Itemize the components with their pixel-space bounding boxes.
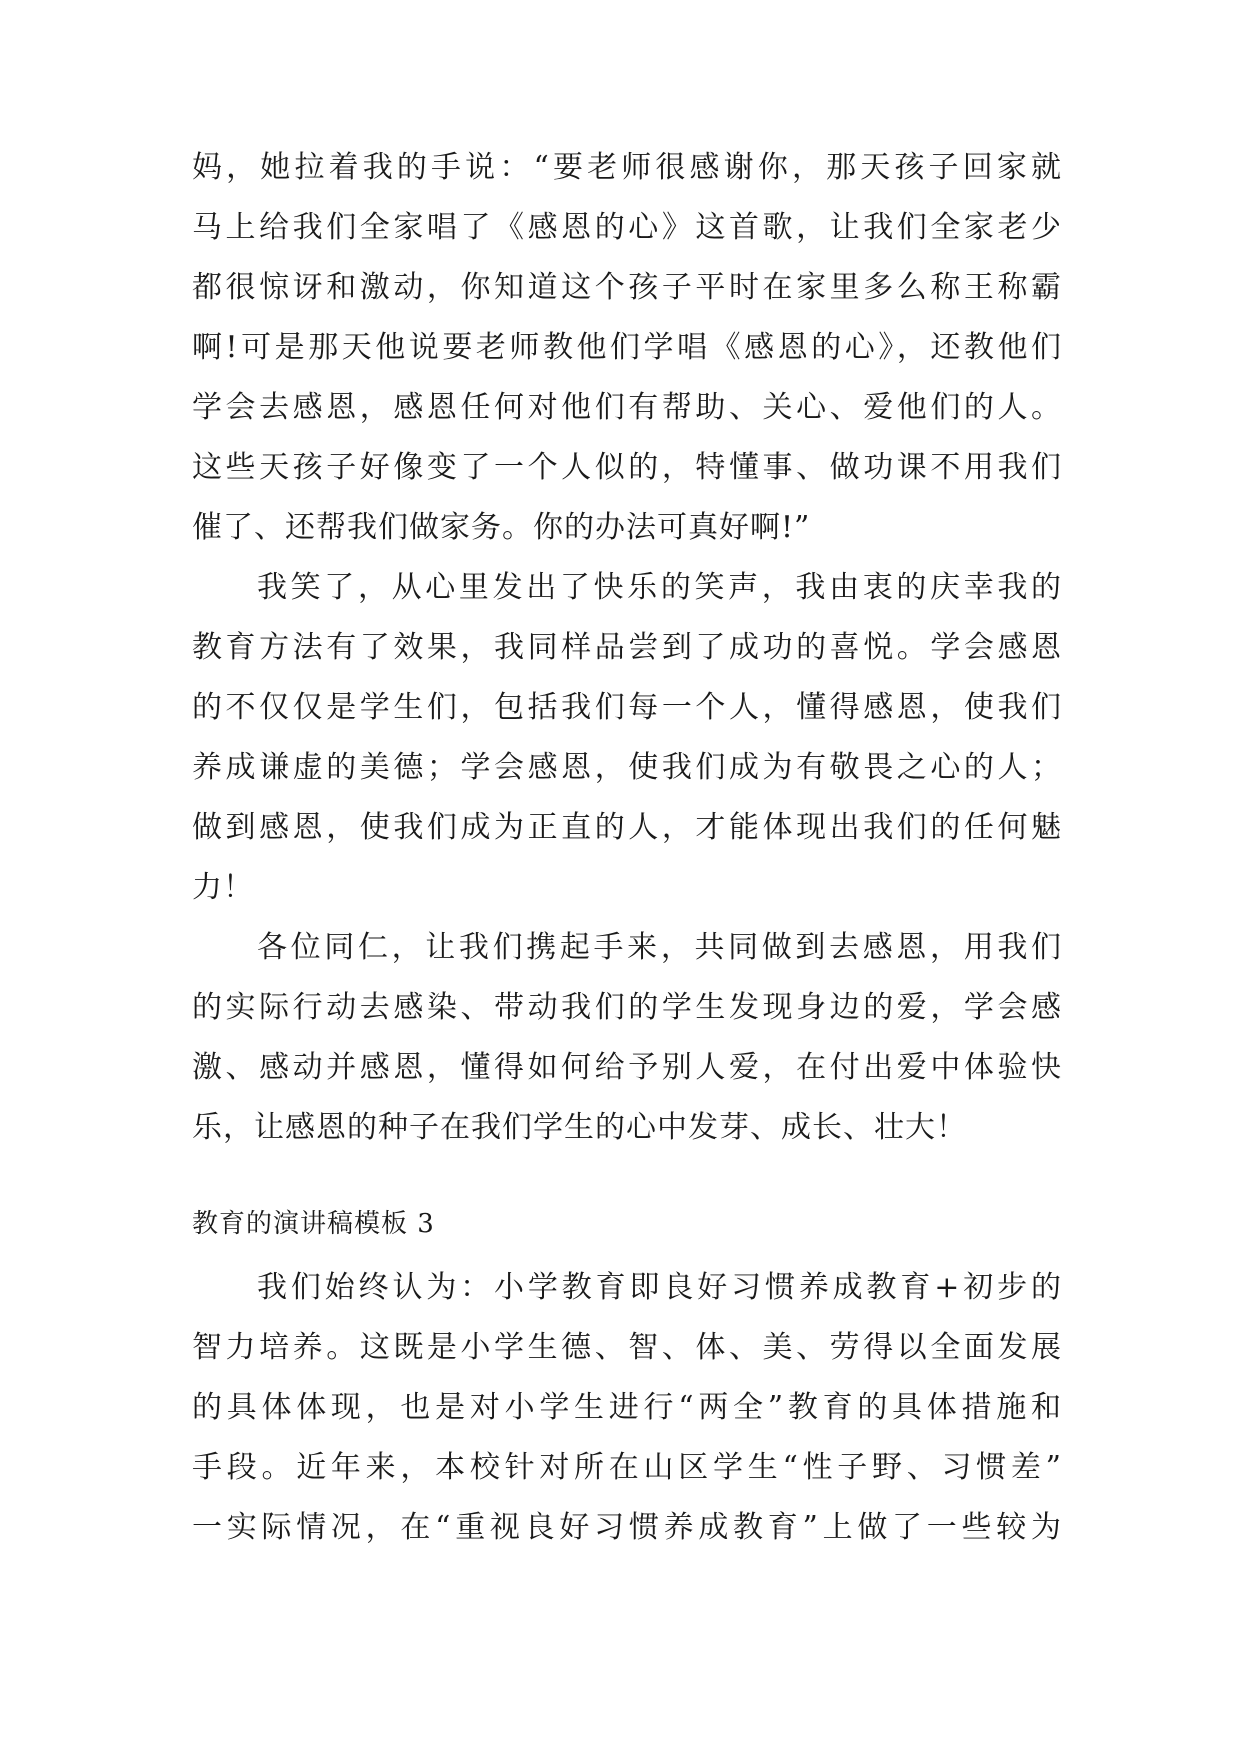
paragraph-1-line-1: 妈，她拉着我的手说：“要老师很感谢你，那天孩子回家就 — [192, 150, 1062, 185]
paragraph-4-line-2: 智力培养。这既是小学生德、智、体、美、劳得以全面发展 — [192, 1330, 1062, 1365]
paragraph-1-line-6: 这些天孩子好像变了一个人似的，特懂事、做功课不用我们 — [192, 450, 1062, 485]
paragraph-2-line-5: 做到感恩，使我们成为正直的人，才能体现出我们的任何魅 — [192, 810, 1062, 845]
paragraph-2-line-2: 教育方法有了效果，我同样品尝到了成功的喜悦。学会感恩 — [192, 630, 1062, 665]
paragraph-1-line-4: 啊!可是那天他说要老师教他们学唱《感恩的心》，还教他们 — [192, 330, 1062, 365]
paragraph-4-line-3: 的具体体现，也是对小学生进行“两全”教育的具体措施和 — [192, 1390, 1062, 1425]
paragraph-4-line-5: 一实际情况，在“重视良好习惯养成教育”上做了一些较为 — [192, 1510, 1062, 1545]
paragraph-2-line-6: 力！ — [192, 870, 254, 905]
paragraph-2-line-3: 的不仅仅是学生们，包括我们每一个人，懂得感恩，使我们 — [192, 690, 1062, 725]
paragraph-4-line-1: 我们始终认为：小学教育即良好习惯养成教育+初步的 — [257, 1270, 1062, 1305]
paragraph-3-line-3: 激、感动并感恩，懂得如何给予别人爱，在付出爱中体验快 — [192, 1050, 1062, 1085]
paragraph-1-line-2: 马上给我们全家唱了《感恩的心》这首歌，让我们全家老少 — [192, 210, 1062, 245]
paragraph-1-line-3: 都很惊讶和激动，你知道这个孩子平时在家里多么称王称霸 — [192, 270, 1062, 305]
paragraph-2-line-1: 我笑了，从心里发出了快乐的笑声，我由衷的庆幸我的 — [257, 570, 1062, 605]
paragraph-1-line-5: 学会去感恩，感恩任何对他们有帮助、关心、爱他们的人。 — [192, 390, 1062, 425]
paragraph-2-line-4: 养成谦虚的美德；学会感恩，使我们成为有敬畏之心的人； — [192, 750, 1062, 785]
paragraph-4-line-4: 手段。近年来，本校针对所在山区学生“性子野、习惯差” — [192, 1450, 1062, 1485]
section-heading: 教育的演讲稿模板 3 — [192, 1209, 435, 1239]
paragraph-3-line-2: 的实际行动去感染、带动我们的学生发现身边的爱，学会感 — [192, 990, 1062, 1025]
paragraph-1-line-7: 催了、还帮我们做家务。你的办法可真好啊!” — [192, 510, 811, 545]
paragraph-3-line-4: 乐，让感恩的种子在我们学生的心中发芽、成长、壮大！ — [192, 1110, 967, 1145]
paragraph-3-line-1: 各位同仁，让我们携起手来，共同做到去感恩，用我们 — [257, 930, 1062, 965]
